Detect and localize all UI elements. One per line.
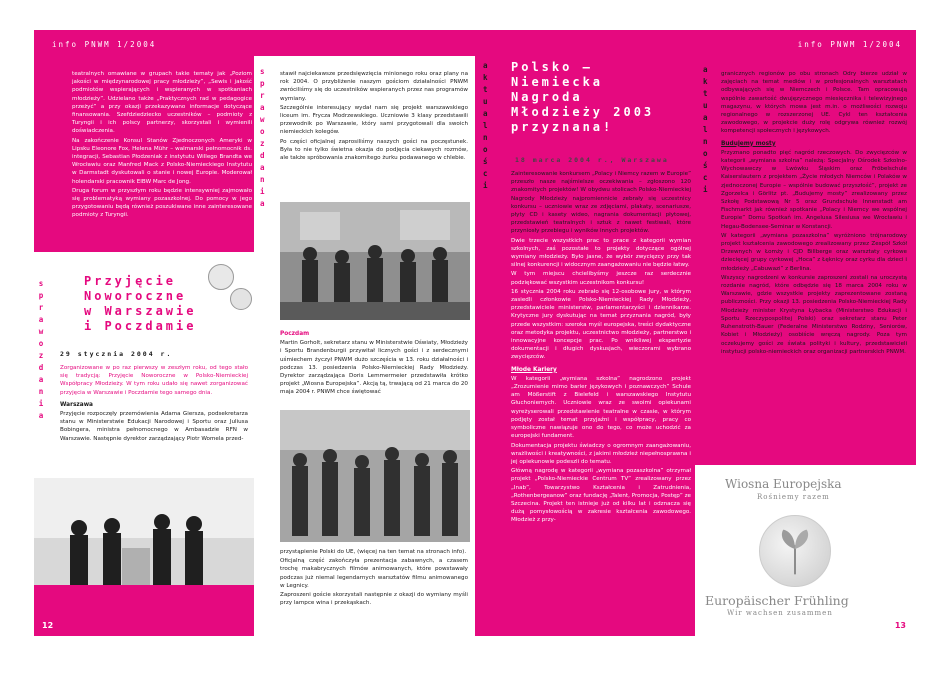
intro-paragraph: Zorganizowane w po raz pierwszy w zeszłym roku, od tego stało się tradycją: Przyjęcie Noworoczne w Polsko-Niemieckiej Współpracy Młodzieży. W tym roku udało się nawet zorganizować przyjęcia w Warszawie i Poczdamie tego samego dnia. — [60, 365, 248, 396]
paragraph: Zaproszeni goście skorzystali następnie z okazji do wymiany myśli przy lampce wina i przekąskach. — [280, 592, 468, 607]
paragraph: Szczególnie interesujący wydał nam się projekt warszawskiego liceum im. Frycza Modrzewskiego. Uczniowie 3 klasy przedstawili przewodnik po Warszawie, który sami przygotowali dla swoich niemieckich kolegów. — [280, 104, 468, 136]
section-title-mlode-kariery: Młode Kariery — [511, 366, 557, 373]
vertical-letter: s — [260, 67, 265, 76]
vertical-letter: o — [38, 339, 44, 348]
vertical-letter: d — [260, 151, 265, 160]
vertical-letter: a — [483, 61, 488, 70]
vertical-letter: o — [260, 127, 265, 136]
vertical-heading-sprawozdania-top — [260, 66, 265, 210]
reception-photo-warsaw — [280, 202, 470, 320]
vertical-letter: z — [260, 139, 265, 148]
right-page — [475, 30, 916, 636]
vertical-letter: a — [260, 163, 265, 172]
page-number-left: 12 — [42, 621, 54, 630]
vertical-letter: p — [260, 79, 265, 88]
seedling-svg — [760, 516, 830, 586]
logo-subtitle-pl: Rośniemy razem — [757, 493, 830, 501]
vertical-letter: u — [483, 97, 488, 106]
title-line: i Poczdamie — [84, 319, 197, 333]
emblem-icon — [208, 264, 234, 290]
wiosna-europejska-logo-box — [695, 465, 916, 636]
vertical-letter: w — [260, 115, 265, 124]
title-line: Noworoczne — [84, 289, 187, 303]
paragraph: przystąpienie Polski do UE, (więcej na ten temat na stronach info). — [280, 549, 467, 555]
section-title-budujemy-mosty: Budujemy mosty — [721, 140, 776, 147]
paragraph: Druga forum w przyszłym roku będzie intensywniej zajmowało się problematyką wymiany pozaszkolnej. Do pomocy w jego przygotowaniu będą również poszukiwane inne zainteresowane podmioty z Turyngii. — [72, 187, 252, 219]
logo-title-de: Europäischer Frühling — [705, 593, 849, 608]
vertical-letter: k — [483, 73, 488, 82]
vertical-letter: z — [38, 351, 44, 360]
paragraph: 16 stycznia 2004 roku zebrało się 12-osobowe jury, w którym zasiedli członkowie Polsko-Niemieckiej Rady Młodzieży, przedstawiciele ministerstw, parlamentarzyści i dziennikarze. Krytyczne jury dyskutując na temat przyznania nagród, były przede wszystkim: szeroka myśl europejska, treści dydaktyczne oraz metodyka projektu, uczestnictwo młodzieży, partnerstwo i innowacyjne koncepcje prac. Po wnikliwej ekspertyzie dokumentacji i długich dyskusjach, wieczorami wybrano zwycięzców. — [511, 288, 691, 361]
vertical-letter: a — [38, 315, 44, 324]
title-line: Nagroda — [511, 90, 583, 104]
paragraph: W kategorii „wymiana szkolna” nagrodzono projekt „Zrozumienie mimo barier językowych i poznawczych” Schule am Mößerstift z Bielefeld i warszawskiego Instytutu Głuchoniemych. Uczniowie wraz ze swoimi opiekunami wyreżyserowali przedstawienie teatralne w czasie, w którym podjęty został temat przyjaźni i współpracy, pracy co symboliczne nawiązuje ono do tego, co może uchodzić za europejski fundament. — [511, 375, 691, 440]
vertical-letter: s — [38, 279, 44, 288]
paragraph: Dwie trzecie wszystkich prac to prace z kategorii wymian szkolnych, zaś pozostałe to projekty dotyczące ogólnej wymiany młodzieży. Było jasne, że wybór zwycięzcy przy tak silnej konkurencji i widocznym zaangażowaniu nie będzie łatwy. — [511, 237, 691, 269]
left-col2-bottom — [280, 548, 468, 608]
vertical-letter: o — [703, 149, 708, 158]
right-header-label: info PNWM 1/2004 — [797, 40, 902, 49]
vertical-letter: i — [483, 181, 488, 190]
paragraph: granicznych regionów po obu stronach Odry bierze udział w zajęciach na temat mediów i w profesjonalnych warsztatach odbywających się w Niemczech i Polsce. Tam opracowują wspólnie zawartość dwujęzycznego miesięcznika i telewizyjnego magazynu, w których mowa jest m.in. o możliwości rozwoju regionalnego w rozszerzonej UE. Cykl ten kształcenia zawodowego, w projekcie duży rolę odgrywa również rozwój kompetencji społecznych i językowych. — [721, 71, 907, 135]
title-line: w Warszawie — [84, 304, 197, 318]
vertical-letter: k — [703, 77, 708, 86]
title-line: Polsko – — [511, 60, 593, 74]
vertical-letter: c — [703, 173, 708, 182]
vertical-letter: l — [703, 125, 708, 134]
vertical-letter: p — [38, 291, 44, 300]
vertical-letter: o — [483, 145, 488, 154]
vertical-letter: a — [260, 103, 265, 112]
logo-subtitle-de: Wir wachsen zusammen — [727, 609, 833, 617]
vertical-heading-aktualnosci-right — [703, 64, 708, 196]
vertical-letter: i — [260, 187, 265, 196]
seedling-emblem-icon — [759, 515, 831, 587]
left-article-date: 29 stycznia 2004 r. — [60, 350, 173, 358]
title-line: Niemiecka — [511, 75, 604, 89]
right-article-title — [511, 60, 654, 135]
paragraph: Na zakończenie Konsul Stanów Zjednoczonych Ameryki w Lipsku Eleonore Fox, Helena Mühr – walmarski pełnomocnik ds. integracji, Sebastian Płodzeniak z instytutu Willego Brandta we Wrocławiu oraz Manfred Mack z Polsko-Niemieckiego Instytutu w Darmstadt dyskutowali o stanie i nowej Europie. Moderował holendarski pracownik EIBW Marc de Jong. — [72, 137, 252, 185]
paragraph: W kategorii „wymiana pozaszkolna” wyróżniono trójnarodowy projekt kształcenia zawodowego zrealizowany przez Zespół Szkół Drzewnych w Łomży i CJD Billberge oraz warsztaty cyrkowe dziecięcej grupy cyrkowej „Hoca” z Łęknicy oraz cyrku dla dzieci i młodzieży „Cabuwazi” z Berlina. — [721, 232, 907, 272]
left-page — [34, 30, 475, 636]
paragraph: Przyjęcie rozpoczęły przemówienia Adama Giersza, podsekretarza stanu w Ministerstwie Edukacji Narodowej i Sportu oraz Juliusa Bobingera, ministra pełnomocnego w Ambasadzie RFN w Warszawie. Następnie dyrektor zarządzający Piotr Womela przed- — [60, 411, 248, 442]
left-col1-top — [72, 70, 252, 221]
vertical-letter: c — [483, 169, 488, 178]
vertical-letter: r — [38, 303, 44, 312]
title-line: Przyjęcie — [84, 274, 177, 288]
paragraph: Przyznano ponadto pięć nagród rzeczowych. Do zwycięzców w kategorii „wymiana szkolna” należą: Specjalny Ośrodek Szkolno-Wychowawczy w Lwówku Śląskim oraz Fröbelschule Kaiserslautern z projektem „Życie młodych Niemców i Polaków w zjednoczonej Europie – wspólnie budować przyszłość”, projekt ze Zgorzelca i Görlitz pt. „Budujemy mosty” zrealizowany przez Szkołę Podstawową Nr 5 oraz Grundschule Innenstadt am Fischmarkt jak również spotkanie „Polacy i Niemcy we wspólnej Europie” Domu Spotkań im. Angelusa Silesiusa we Wrocławiu i Hegau-Bodensee-Seminar w Konstancji. — [721, 149, 907, 230]
vertical-letter: a — [703, 65, 708, 74]
paragraph: Główną nagrodę w kategorii „wymiana pozaszkolna” otrzymał projekt „Polsko-Niemieckie Centrum TV” zrealizowany przez „Inab”, Towarzystwo Kształcenia i Zatrudnienia, „Rothenbergeanow” oraz fundację „Talent, Promocja, Postęp” ze Szczecina. Projekt ten istnieje już od kilku lat i odznacza się dużą pomysłowością w zakresie kształcenia zawodowego. Młodzież z przy- — [511, 468, 691, 524]
paragraph: Po części oficjalnej zaprosiliśmy naszych gości na poczęstunek. Była to nie tylko świetna okazja do podjęcia ciekawych rozmów, ale także spróbowania znakomitego żurku podawanego w chlebie. — [280, 138, 468, 162]
left-article-title — [84, 274, 196, 334]
vertical-letter: t — [703, 89, 708, 98]
vertical-letter: n — [483, 133, 488, 142]
paragraph: Dokumentacja projektu świadczy o ogromnym zaangażowaniu, wrażliwości i kreatywności, z jakimi młodzież niepełnosprawna i jej opiekunowie podeszli do tematu. — [511, 442, 691, 465]
paragraph: Martin Gorholt, sekretarz stanu w Ministerstwie Oświaty, Młodzieży i Sportu Brandenburgii przywitał licznych gości i z serdecznymi uśmiechem życzył PNWM dużo szczęścia w 13. roku działalności i podczas 13. posiedzenia Polsko-Niemieckiej Rady Młodzieży. Dyrektor zarządzająca Doris Lemmermeier przedstawiła krótko projekt „Wiosna Europejska”. Akcją tą, trwającą od 21 marca do 20 maja 2004 r. PNWM chce świętować — [280, 340, 468, 396]
vertical-letter: n — [38, 387, 44, 396]
right-article-date: 18 marca 2004 r., Warszawa — [515, 156, 669, 164]
paragraph: Oficjalną część zakończyła prezentacja zabawnych, a czasem trochę makabrycznych filmów animowanych, które powstawały podczas już niemal legendarnych warsztatów filmu animowanego w Legnicy. — [280, 558, 468, 589]
vertical-letter: a — [260, 199, 265, 208]
paragraph: Wszyscy nagrodzeni w konkursie zaproszeni zostali na uroczystą rozdanie nagród, które odbędzie się 18 marca 2004 roku w Warszawie, gdzie wszystkie projekty zaprezentowane zostaną publiczności. Przy okazji 13. posiedzenia Polsko-Niemieckiej Rady Młodzieży minister Krystyna Łybacka (Ministerstwo Edukacji i Sportu Rzeczypospolitej Polski) oraz sekretarz stanu Peter Ruhenstroth-Bauer (Federalne Ministerstwo Rodziny, Seniorów, Kobiet i Młodzieży) osobiście wręczą nagrody. Poza tym oczekujemy gości ze świata polityki i kultury, przedstawicieli instytucji polsko-niemieckich oraz organizacji partnerskich PNWM. — [721, 274, 907, 355]
left-header-label: info PNWM 1/2004 — [52, 40, 157, 49]
emblem-icon — [230, 288, 252, 310]
vertical-letter: a — [703, 113, 708, 122]
vertical-letter: a — [38, 411, 44, 420]
page-number-right: 13 — [894, 621, 906, 630]
left-col2-mid — [280, 326, 468, 398]
vertical-letter: a — [38, 375, 44, 384]
vertical-heading-aktualnosci-left — [483, 60, 488, 192]
vertical-letter: ś — [483, 157, 488, 166]
right-col1 — [511, 170, 691, 526]
vertical-letter: u — [703, 101, 708, 110]
reception-photo-potsdam — [280, 410, 470, 542]
vertical-letter: i — [38, 399, 44, 408]
vertical-heading-sprawozdania-bottom — [34, 278, 48, 422]
vertical-letter: l — [483, 121, 488, 130]
vertical-letter: d — [38, 363, 44, 372]
vertical-letter: a — [483, 109, 488, 118]
paragraph: W tym miejscu chcielibyśmy jeszcze raz serdecznie podziękować wszystkim uczestnikom konkursu! — [511, 271, 691, 286]
left-col2-top — [280, 70, 468, 163]
vertical-letter: n — [703, 137, 708, 146]
vertical-letter: n — [260, 175, 265, 184]
vertical-letter: ś — [703, 161, 708, 170]
paragraph: Zainteresowanie konkursem „Polacy i Niemcy razem w Europie” przeszło nasze najśmielsze oczekiwania – zgłoszono 120 znakomitych projektów! W obydwu stolicach Polsko-Niemieckiej Nagrody Młodzieży najpromiennicie zebrały się uczestnicy konkursu – uczniowie wraz ze zdjęciami, plakaty, scenariusze, płyty CD i kasety wideo, nagrania dokumentacji płytowej, przedstawień teatralnych i sztuk z nawet festiwali, które przyniosły przebiegu i wyników innych projektów. — [511, 171, 691, 235]
section-title-warszawa: Warszawa — [60, 401, 93, 408]
potsdam-photo-svg — [280, 410, 470, 542]
vertical-letter: r — [260, 91, 265, 100]
paragraph: teatralnych omawiane w grupach takie tematy jak „Poziom jakości w międzynarodowej pracy młodzieży”, „Sewis i jakość podmiotów wspierających i wspieranych w spotkaniach młodzieży”. Udzielano także „Praktycznych rad w pedagogice przeżyć” a przy okazji przekazywano informacje dotyczące finansowania. Szefdziedziecko uczestników – podmioty z Turyngii i ich polscy partnerzy, skorzystali i wymienili doświadczenia. — [72, 71, 252, 135]
title-line: Młodzieży 2003 — [511, 105, 655, 119]
paragraph: stawił najciekawsze przedsięwzięcia minionego roku oraz plany na rok 2004. O przybliżenie naszym gościom działalności PNWM zwróciliśmy się do uczestników wspieranych przez nas programów wymiany. — [280, 71, 468, 102]
vertical-letter: w — [38, 327, 44, 336]
title-line: przyznana! — [511, 120, 614, 134]
reception-photo-svg — [280, 202, 470, 320]
right-col2 — [721, 70, 907, 357]
vertical-letter: i — [703, 185, 708, 194]
vertical-letter: t — [483, 85, 488, 94]
logo-title-pl: Wiosna Europejska — [725, 477, 842, 491]
section-title-poczdam: Poczdam — [280, 331, 310, 337]
left-bottom-pink — [34, 585, 254, 636]
left-col1-bottom — [60, 364, 248, 444]
